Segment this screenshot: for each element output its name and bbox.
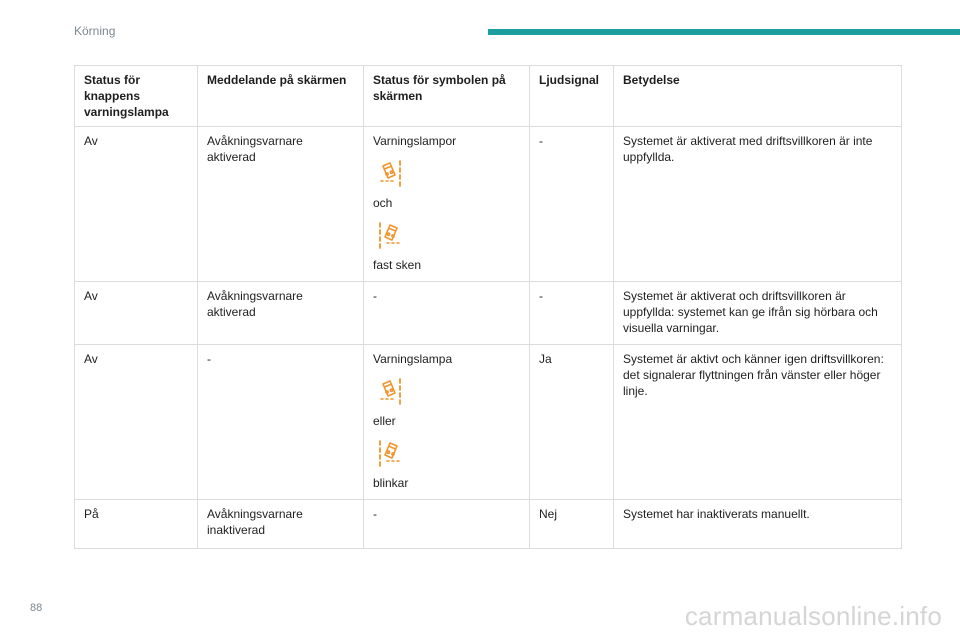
lane-departure-right-icon [377,439,403,467]
symbol-outro: fast sken [373,258,422,272]
symbol-intro: Varningslampa [373,352,453,366]
symbol-join: och [373,196,393,210]
symbol-outro: blinkar [373,476,409,490]
cell-sound: - [530,282,614,345]
table-row [75,345,902,500]
cell-meaning: Systemet är aktivt och känner igen driftsvillkoren: det signalerar flyttningen från vänster eller höger linje. [614,345,902,500]
cell-meaning: Systemet har inaktiverats manuellt. [614,500,902,549]
status-table [74,65,902,549]
cell-lamp: Av [75,127,198,282]
cell-meaning: Systemet är aktiverat och driftsvillkoren är uppfyllda: systemet kan ge ifrån sig hörbara och visuella varningar. [614,282,902,345]
header-lamp-status: Status för knappens varningslampa [75,66,198,127]
cell-sound: - [530,127,614,282]
watermark: carmanualsonline.info [684,601,942,631]
header-sound-signal: Ljudsignal [530,66,614,127]
cell-sound: Ja [530,345,614,500]
cell-lamp: Av [75,282,198,345]
cell-symbol [364,345,530,500]
header-symbol-status: Status för symbolen på skärmen [364,66,530,127]
header-accent-bar [488,29,960,35]
symbol-join: eller [373,414,396,428]
table-row [75,500,902,549]
cell-lamp: Av [75,345,198,500]
header-meaning: Betydelse [614,66,902,127]
cell-symbol [364,127,530,282]
cell-message: Avåkningsvarnare aktiverad [198,127,364,282]
cell-lamp: På [75,500,198,549]
header-screen-message: Meddelande på skärmen [198,66,364,127]
lane-departure-right-icon [377,221,403,249]
cell-message: Avåkningsvarnare inaktiverad [198,500,364,549]
cell-symbol: - [364,500,530,549]
cell-symbol: - [364,282,530,345]
table-header-row [75,66,902,127]
table-row [75,127,902,282]
section-label: Körning [74,24,116,38]
page-number: 88 [30,602,43,614]
cell-message: Avåkningsvarnare aktiverad [198,282,364,345]
lane-departure-left-icon [377,377,403,405]
symbol-intro: Varningslampor [373,134,457,148]
lane-departure-left-icon [377,159,403,187]
cell-message: - [198,345,364,500]
cell-sound: Nej [530,500,614,549]
cell-meaning: Systemet är aktiverat med driftsvillkoren är inte uppfyllda. [614,127,902,282]
table-row [75,282,902,345]
